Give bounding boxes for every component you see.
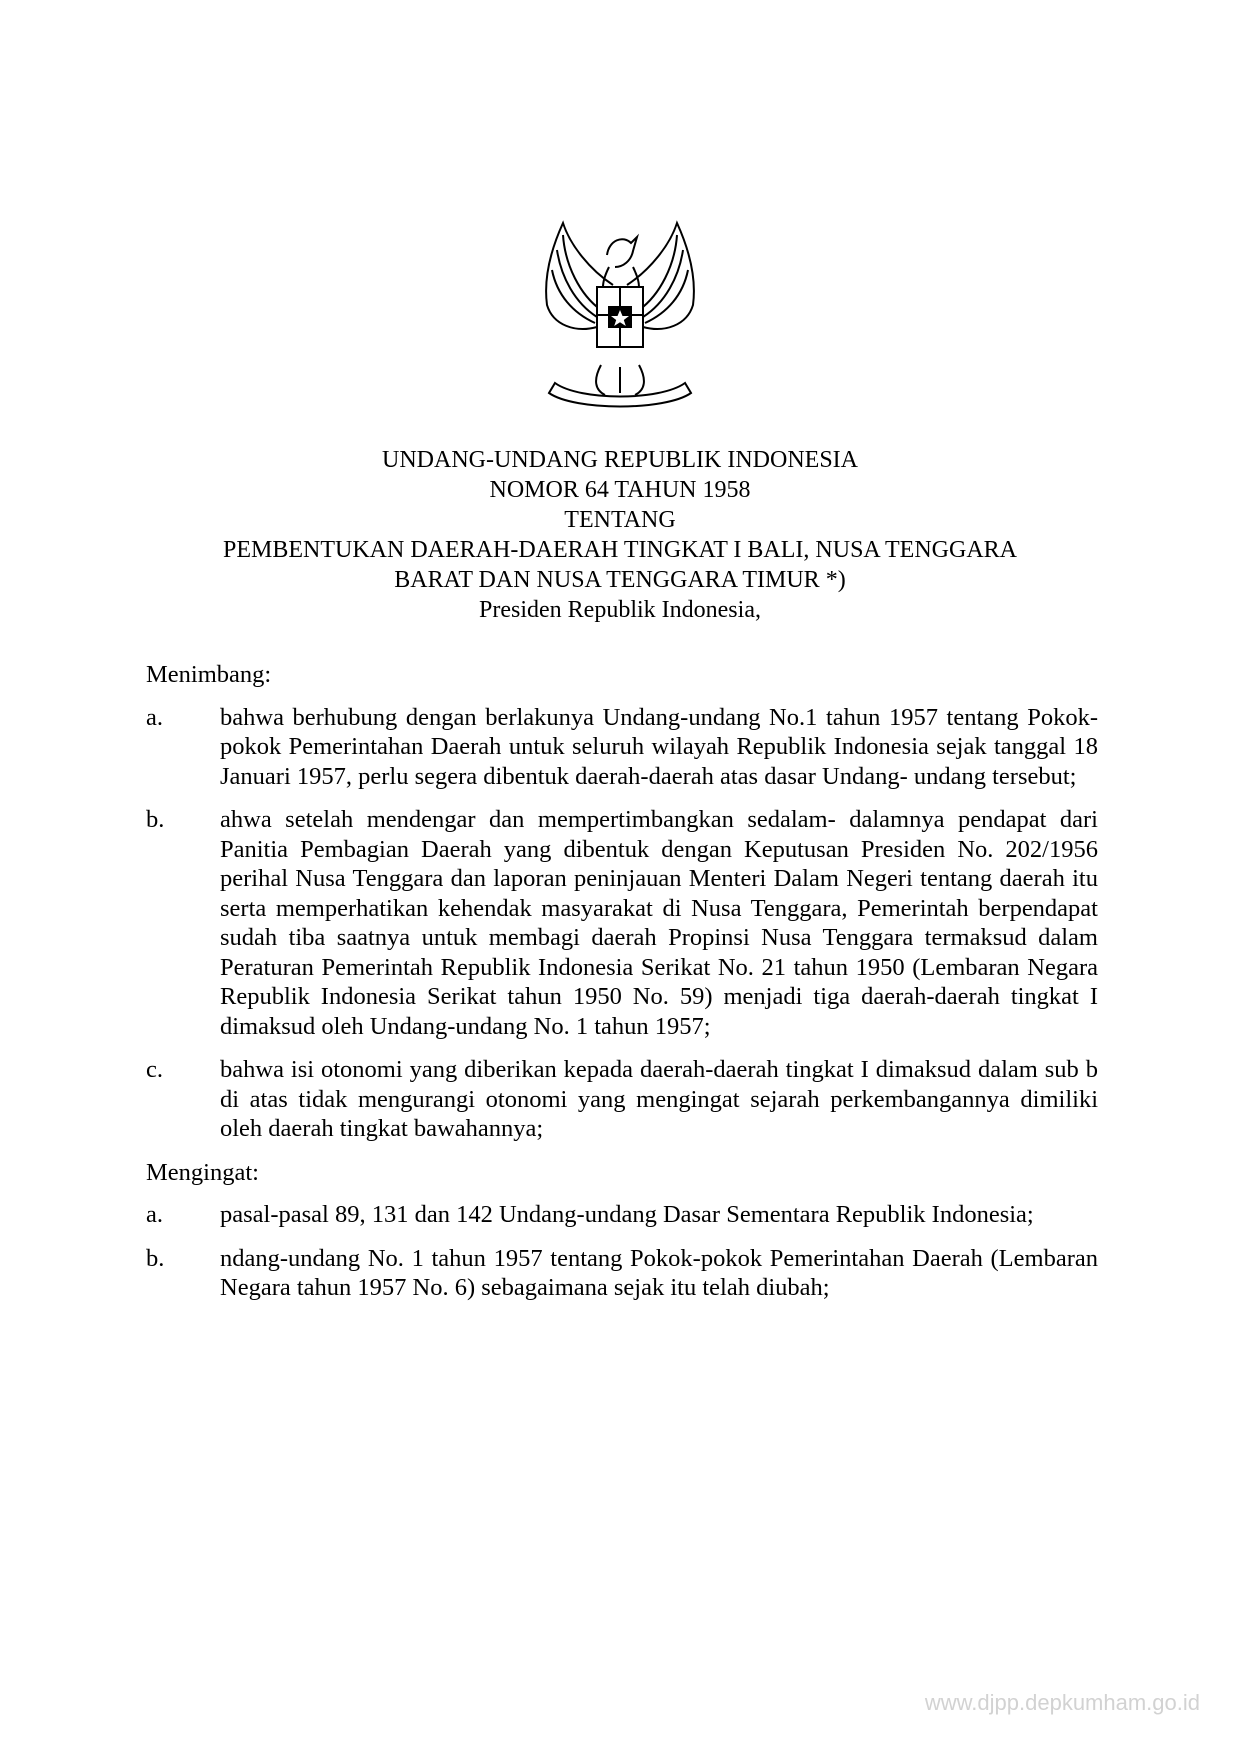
item-marker: a.	[146, 703, 163, 731]
menimbang-heading: Menimbang:	[146, 661, 272, 688]
item-marker: c.	[146, 1056, 163, 1083]
item-marker: b.	[146, 1244, 165, 1272]
law-number: NOMOR 64 TAHUN 1958	[489, 477, 751, 503]
law-subject-line-2: BARAT DAN NUSA TENGGARA TIMUR *)	[394, 567, 846, 593]
garuda-pancasila-emblem-icon	[535, 215, 705, 415]
item-text: bahwa isi otonomi yang diberikan kepada daerah-daerah tingkat I dimaksud dalam sub b di atas tidak mengurangi otonomi yang mengingat sejarah perkembangannya dimiliki oleh daerah tingkat bawahannya;	[220, 1056, 1098, 1142]
mengingat-item	[146, 1200, 1098, 1230]
mengingat-heading: Mengingat:	[146, 1158, 259, 1186]
document-body	[146, 660, 1098, 1317]
source-watermark: www.djpp.depkumham.go.id	[924, 1690, 1200, 1715]
menimbang-item	[146, 1055, 1098, 1144]
law-title: UNDANG-UNDANG REPUBLIK INDONESIA	[382, 447, 858, 473]
law-subject-line-1: PEMBENTUKAN DAERAH-DAERAH TINGKAT I BALI, NUSA TENGGARA	[223, 537, 1017, 563]
document-title-block	[0, 445, 1240, 625]
menimbang-item	[146, 805, 1098, 1041]
item-text: pasal-pasal 89, 131 dan 142 Undang-undang Dasar Sementara Republik Indonesia;	[220, 1201, 1034, 1228]
mengingat-item	[146, 1244, 1098, 1303]
item-marker: a.	[146, 1201, 163, 1228]
menimbang-item	[146, 703, 1098, 792]
item-text: bahwa berhubung dengan berlakunya Undang-undang No.1 tahun 1957 tentang Pokok-pokok Pemerintahan Daerah untuk seluruh wilayah Republik Indonesia sejak tanggal 18 Januari 1957, perlu segera dibentuk daerah-daerah atas dasar Undang- undang tersebut;	[220, 703, 1098, 790]
item-marker: b.	[146, 806, 165, 833]
item-text: ndang-undang No. 1 tahun 1957 tentang Pokok-pokok Pemerintahan Daerah (Lembaran Negara tahun 1957 No. 6) sebagaimana sejak itu telah diubah;	[220, 1244, 1098, 1301]
law-tentang: TENTANG	[564, 507, 676, 533]
item-text: ahwa setelah mendengar dan mempertimbangkan sedalam- dalamnya pendapat dari Panitia Pembagian Daerah yang dibentuk dengan Keputusan Presiden No. 202/1956 perihal Nusa Tenggara dan laporan peninjauan Menteri Dalam Negeri tentang daerah itu serta memperhatikan kehendak masyarakat di Nusa Tenggara, Pemerintah berpendapat sudah tiba saatnya untuk membagi daerah Propinsi Nusa Tenggara termaksud dalam Peraturan Pemerintah Republik Indonesia Serikat No. 21 tahun 1950 (Lembaran Negara Republik Indonesia Serikat tahun 1950 No. 59) menjadi tiga daerah-daerah tingkat I dimaksud oleh Undang-undang No. 1 tahun 1957;	[220, 806, 1098, 1040]
issuer-line: Presiden Republik Indonesia,	[479, 597, 761, 623]
